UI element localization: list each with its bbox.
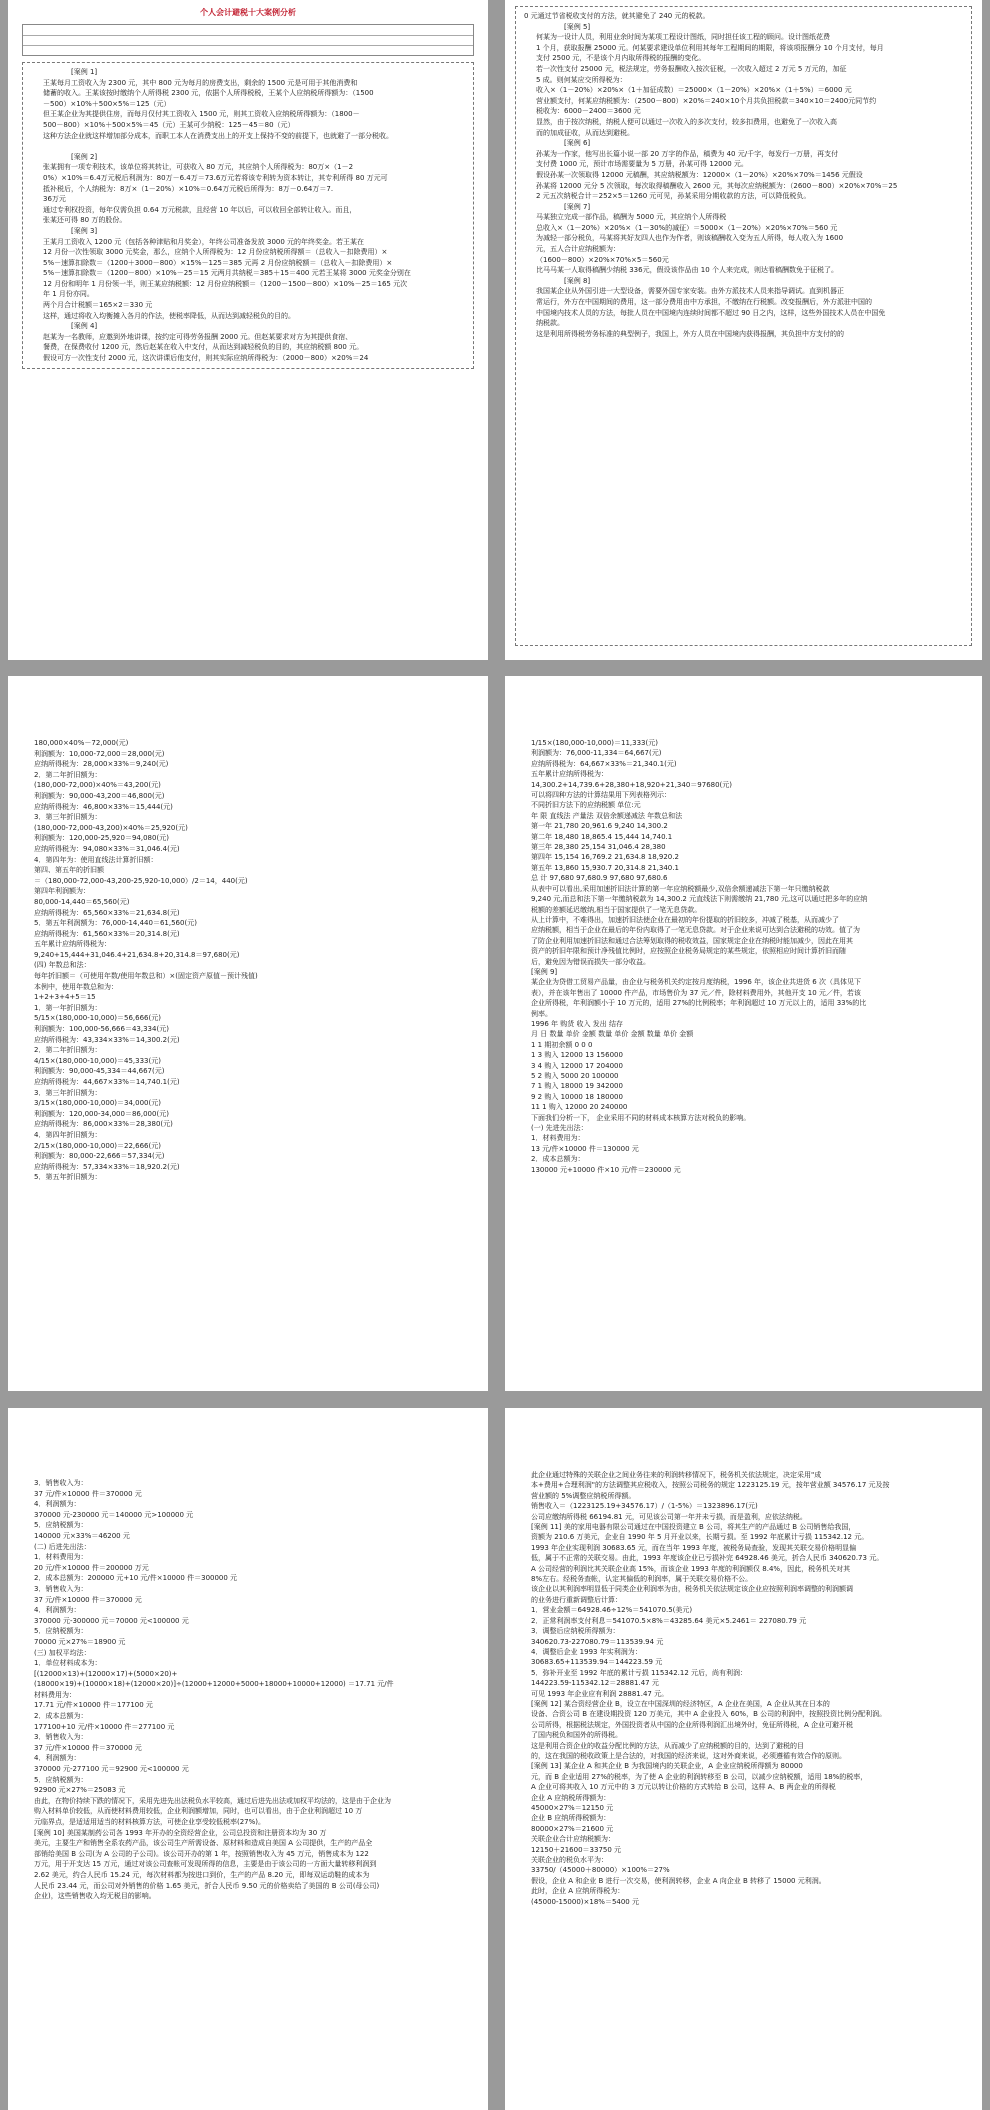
- text-line: 储蓄的收入。王某该按时缴纳个人所得税 2300 元，依据个人所得税税，王某个人应纳税所得额为：（1500: [43, 89, 374, 98]
- text-line: 这是利用合资企业的收益分配比例的方法，从而减少了应纳税额的目的，达到了避税的目: [531, 1741, 804, 1750]
- text-line: 假设孙某一次领取得 12000 元稿酬，其应纳税额为：12000×（1－20%）×20%×70%＝1456 元假设: [536, 170, 863, 179]
- text-line: 2．正常利润率支付利息＝541070.5×8%＝43285.64 美元×5.2461＝ 227080.79 元: [531, 1616, 807, 1625]
- text-line: 1．材料费用为：: [531, 1134, 585, 1143]
- text-line: 利润额为：10,000-72,000＝28,000(元): [34, 749, 165, 758]
- text-line: 利润额为：76,000-11,334＝64,667(元): [531, 749, 662, 758]
- text-line: 应纳所得税为：65,560×33%＝21,634.8(元): [34, 908, 180, 917]
- text-line: 下面我们分析一下， 企业采用不同的材料成本核算方法对税负的影响。: [531, 1113, 751, 1122]
- text-line: 500－800）×10%＋500×5%＝45（元）王某可少纳税：125－45＝80（元）: [43, 120, 295, 129]
- text-line: 1 个月，获取报酬 25000 元。何某要求建设单位利用其每年工程期间的期限，将该项报酬分 10 个月支付，每月: [536, 43, 884, 52]
- text-line: 企业所得税，年利润额小于 10 万元的，适用 27%的比例税率；年利润超过 10 万元以上的，适用 33%的比: [531, 999, 867, 1008]
- text-line: 五年累计应纳所得税为：: [531, 770, 608, 779]
- text-line: 4．利润额为：: [34, 1500, 81, 1509]
- text-line: 但王某企业为其提供住房，而每月仅付其工资收入 1500 元，则其工资收入应纳税所得额为：（1800－: [43, 110, 360, 119]
- text-line: （1600－800）×20%×70%×5＝560元: [536, 255, 669, 264]
- text-line: 第三年 28,380 25,154 31,046.4 28,380: [531, 843, 666, 852]
- text-line: 后，避免因为错误而损失一部分收益。: [531, 957, 650, 966]
- text-line: [31, 141, 465, 152]
- text-line: 税额的差额延迟缴纳,相当于国家提供了一笔无息贷款。: [531, 905, 702, 914]
- text-line: 37 元/件×10000 件＝370000 元: [34, 1489, 142, 1498]
- text-line: 2．成本总额为：200000 元+10 元/件×10000 件＝300000 元: [34, 1574, 238, 1583]
- text-line: 每年折旧额＝（可使用年数/使用年数总和）×(固定资产原值－预计残值): [34, 972, 258, 981]
- text-line: 第一年 21,780 20,961.6 9,240 14,300.2: [531, 822, 668, 831]
- text-line: －500）×10%＋500×5%＝125（元）: [43, 99, 171, 108]
- text-line: 公司所得，根据税法规定，外国投资者从中国的企业所得利润汇出境外时，免征所得税，A 企业可避开税: [531, 1720, 854, 1729]
- text-line: 1．第一年折旧额为：: [34, 1003, 102, 1012]
- text-line: 低，属于不正常的关联交易。由此，1993 年度该企业已亏损补完 64928.46 美元，折合人民币 340620.73 元。: [531, 1554, 884, 1563]
- text-line: 370000 元-230000 元＝140000 元>100000 元: [34, 1510, 194, 1519]
- text-line: A 公司经营的利润比其关联企业高 15%，而该企业 1993 年度的利润额仅 8.4%，因此，税务机关对其: [531, 1564, 851, 1573]
- page-6-body: [519, 1470, 968, 1907]
- text-line: 中国境内技术人员的方法，每批人员在中国境内连续时间都不超过 90 日之内，这样，这些外国技术人员在中国免: [536, 308, 886, 317]
- text-line: [案例 5]: [564, 22, 591, 31]
- text-line: 而的加成征收，从而达到避税。: [536, 128, 634, 137]
- text-line: 370000 元-300000 元＝70000 元<100000 元: [34, 1616, 189, 1625]
- text-line: 1．材料费用为：: [34, 1553, 88, 1562]
- text-line: (45000-15000)×18%＝5400 元: [531, 1897, 639, 1906]
- text-line: 5 2 购入 5000 20 100000: [531, 1072, 619, 1080]
- text-line: 元，五人合计应纳税额为：: [536, 245, 620, 254]
- text-line: 37 元/件×10000 件＝370000 元: [34, 1743, 142, 1752]
- text-line: A 企业可将其收入 10 万元中的 3 万元以转让价格的方式转给 B 公司，这样 A、B 两企业的所得税: [531, 1783, 836, 1792]
- text-line: 设备、合资公司 B 在建设期投资 120 万美元，其中 A 企业投入 60%，B 公司的利润中，按照投资比例分配利润。: [531, 1710, 887, 1719]
- text-line: 应纳税额，相当于企业在最后的年份内取得了一笔无息贷款。对于企业来说可达到合法避税的功效。值了为: [531, 926, 860, 935]
- page-4: [505, 676, 982, 1391]
- text-line: 177100+10 元/件×10000 件＝277100 元: [34, 1722, 175, 1731]
- text-line: 赵某为一名教师，应邀到外地讲课，按约定可得劳务报酬 2000 元。但赵某要求对方为其提供食宿、: [43, 332, 353, 341]
- text-line: 这是利用所得税劳务标准的典型例子，我国上，外方人员在中国境内获得报酬，其负担中方支付的的: [536, 329, 844, 338]
- text-line: 比马马某一人取得稿酬少纳税 336元，假设该作品由 10 个人来完成，则达看稿酬数免于征税了。: [536, 266, 838, 275]
- text-line: 12 月份和明年 1 月份领一半，则王某应纳税额：12 月份应纳税额＝（1200－1500－800）×10%－25＝165 元次: [43, 279, 408, 288]
- text-line: 万元，用于开支达 15 万元，通过对该公司查帐可发现所得的信息，主要是由于该公司的一方面大量转移利润到: [34, 1860, 377, 1869]
- text-line: 利润额为：120,000-34,000＝86,000(元): [34, 1109, 169, 1118]
- text-line: 5．弥补开业至 1992 年底的累计亏损 115342.12 元后，尚有利润：: [531, 1668, 748, 1677]
- text-line: 应纳所得税为：86,000×33%＝28,380(元): [34, 1120, 173, 1129]
- text-line: 某企业为贷借工贸易产品量，由企业与税务机关约定按月度纳税，1996 年，该企业共进货 6 次（具体见下: [531, 978, 861, 987]
- text-line: 了防企业利用加速折旧法和通过合法筹划取得的税收效益，国家规定企业在纳税时能加减少，因此在用其: [531, 936, 853, 945]
- text-line: 5/15×(180,000-10,000)＝56,666(元): [34, 1014, 161, 1023]
- page-1: [8, 0, 488, 660]
- text-line: 企业 B 应纳所得税额为：: [531, 1814, 611, 1823]
- text-line: 11 1 购入 12000 20 240000: [531, 1103, 628, 1112]
- text-line: 第四年利润额为：: [34, 887, 90, 896]
- text-line: 2．第二年折旧额为：: [34, 1046, 102, 1055]
- text-line: 92900 元×27%＝25083 元: [34, 1786, 126, 1795]
- text-line: 利润额为：100,000-56,666＝43,334(元): [34, 1025, 169, 1034]
- text-line: 部销给美国 B 公司(为 A 公司的子公司)。该公司开办的第 1 年，按照销售收入为 45 万元，销售成本为 122: [34, 1849, 369, 1858]
- text-line: 4．调整后企业 1993 年实利润为：: [531, 1647, 642, 1656]
- text-line: 假设，企业 A 和企业 B 进行一次交易，使利润转移，企业 A 向企业 B 转移了 15000 元利润。: [531, 1876, 826, 1885]
- page-6: [505, 1408, 982, 2110]
- text-line: 2.62 美元，约合人民币 15.24 元，每次材料都为按进口到价，生产的产品 8.20 元，即每双运动鞋的成本为: [34, 1870, 370, 1879]
- text-line: [案例 11] 美的家用电器有限公司通过在中国投资建立 B 公司，将其生产的产品通过 B 公司销售给我国，: [531, 1523, 856, 1532]
- text-line: 何某为一设计人员，利用业余时间为某项工程设计图纸，同时担任该工程的顾问。设计图纸花费: [536, 33, 830, 42]
- text-line: ＝（180,000-72,000-43,200-25,920-10,000）/2＝14，440(元): [34, 876, 248, 885]
- text-line: 这样，通过将收入均衡摊入各月的作法，使税率降低，从而达到减轻税负的目的。: [43, 311, 295, 320]
- text-line: [案例 9]: [531, 967, 558, 976]
- text-line: 3/15×(180,000-10,000)＝34,000(元): [34, 1099, 161, 1108]
- text-line: 资额为 210.6 万美元，企业自 1990 年 5 月开业以来，长期亏损。至 1992 年底累计亏损 115342.12 元。: [531, 1533, 869, 1542]
- text-line: 关联企业合计应纳税额为：: [531, 1835, 615, 1844]
- text-line: 130000 元+10000 件×10 元/件＝230000 元: [531, 1165, 681, 1174]
- text-line: 王某月工资收入 1200 元（包括各种津贴和月奖金），年终公司准备发放 3000 元的年终奖金。若王某在: [43, 237, 365, 246]
- text-line: 从表中可以看出,采用加速折旧法计算的第一年应纳税额最少,双倍余额递减法下第一年只缴纳税款: [531, 884, 830, 893]
- text-line: 例率。: [531, 1009, 552, 1018]
- page-1-body: [22, 62, 474, 369]
- text-line: (一) 先进先出法：: [531, 1124, 588, 1133]
- text-line: [案例 10] 美国某制药公司各 1993 年开办的全资经营企业，公司总投资和注册资本均为 30 万: [34, 1828, 327, 1837]
- text-line: 180,000×40%－72,000(元): [34, 739, 129, 747]
- text-line: (四) 年数总和法：: [34, 961, 91, 970]
- text-line: 年 1 月份亦同。: [43, 290, 94, 299]
- text-line: [案例 2]: [71, 152, 98, 161]
- text-line: 张某拥有一项专利技术，该单位将其转让，可获收入 80 万元，其应纳个人所得税为：80万×（1－2: [43, 163, 354, 172]
- text-line: 我国某企业从外国引进一大型设备，需要外国专家安装。由外方派技术人员来指导调试。直到机器正: [536, 287, 844, 296]
- text-line: 可以将四种方法的计算结果用下列表格列示：: [531, 791, 671, 800]
- text-line: 5%－速算扣除数＝（1200－800）×10%－25＝15 元两月共纳税＝385＋15＝400 元若王某将 3000 元奖金分别在: [43, 269, 411, 278]
- text-line: 该企业以其利润率明显低于同类企业利润率为由，税务机关依法规定该企业应按照利润率调整的利润额调: [531, 1585, 853, 1594]
- text-line: 若一次性支付 25000 元，税法规定，劳务报酬收入按次征税，一次收入超过 2 万元 5 万元的，加征: [536, 64, 847, 73]
- text-line: 5．应纳税额为：: [34, 1521, 88, 1530]
- text-line: 通过专利权投资，每年仅需负担 0.64 万元税款，且经营 10 年以后，可以收回全部转让收入。而且，: [43, 205, 357, 214]
- text-line: 总收入×（1－20%）×20%×（1－30%的减征）＝5000×（1－20%）×20%×70%＝560 元: [536, 223, 838, 232]
- text-line: 应纳所得税为：64,667×33%＝21,340.1(元): [531, 759, 677, 768]
- text-line: 3．第三年折旧额为：: [34, 813, 102, 822]
- text-line: 4．第四年为：使用直线法计算折旧额：: [34, 855, 158, 864]
- text-line: 此企业通过特殊的关联企业之间业务往来的利润转移情况下，税务机关依法规定，决定采用"成: [531, 1471, 822, 1479]
- text-line: 应纳所得税为：44,667×33%＝14,740.1(元): [34, 1078, 180, 1086]
- text-line: 利润额为：90,000-43,200＝46,800(元): [34, 791, 165, 800]
- text-line: 为减轻一部分税负，马某将其好友四人也作为作者，则该稿酬收入变为五人所得，每人收入为 1600: [536, 234, 844, 243]
- page-4-body: [519, 738, 968, 1175]
- text-line: 5 成。则何某应交所得税为：: [536, 75, 627, 84]
- text-line: 利润额为：90,000-45,334＝44,667(元): [34, 1067, 165, 1076]
- text-line: 应纳所得税为：94,080×33%＝31,046.4(元): [34, 844, 180, 853]
- text-line: 企业)，这些销售收入均无税目的影响。: [34, 1892, 156, 1901]
- page-5: [8, 1408, 488, 2110]
- text-line: 4．第四年折旧额为：: [34, 1130, 102, 1139]
- text-line: 2．第二年折旧额为：: [34, 770, 102, 779]
- text-line: 元，而 B 企业适用 27%的税率，为了使 A 企业的利润转移至 B 公司，以减少应纳税额，适用 18%的税率，: [531, 1772, 868, 1781]
- text-line: (二) 后进先出法：: [34, 1542, 91, 1551]
- text-line: 144223.59-115342.12＝28881.47 元: [531, 1679, 659, 1688]
- text-line: 70000 元×27%＝18900 元: [34, 1637, 126, 1646]
- text-line: 公司应缴纳所得税 66194.81 元，可见该公司第一年并未亏损，而是盈利，应依法纳税。: [531, 1512, 807, 1521]
- text-line: 税收为：6000－2400＝3600 元: [536, 107, 641, 116]
- text-line: 五年累计应纳所得税为：: [34, 940, 111, 949]
- text-line: 抵补税后，个人纳税为：8万×（1－20%）×10%＝0.64万元税后所得为：8万－0.64万＝7.: [43, 184, 334, 193]
- text-line: 80000×27%＝21600 元: [531, 1824, 614, 1833]
- text-line: 12 月份一次性领取 3000 元奖金，那么，应纳个人所得税为：12 月份应纳税所得额＝（总收入－扣除费用）×: [43, 248, 388, 257]
- text-line: 利润额为：120,000-25,920＝94,080(元): [34, 834, 169, 843]
- text-line: 销售收入＝（1223125.19+34576.17）/（1-5%）＝1323896.17(元): [531, 1502, 758, 1511]
- text-line: 孙某将 12000 元分 5 次领取，每次取得稿酬收入 2600 元，其每次应纳税额为：（2600－800）×20%×70%＝25: [536, 181, 898, 190]
- text-line: [案例 4]: [71, 322, 98, 331]
- text-line: 5．第五年折旧额为：: [34, 1173, 102, 1182]
- text-line: 1．单位材料成本为：: [34, 1659, 102, 1668]
- text-line: 营业额支付，何某应纳税额为：（2500－800）×20%＝240×10个月共负担税款＝340×10＝2400元同节约: [536, 96, 877, 105]
- text-line: 从上计算中，不难得出，加速折旧法使企业在最初的年份提取的折旧较多，冲减了税基，从而减少了: [531, 915, 839, 924]
- text-line: 17.71 元/件×10000 件＝177100 元: [34, 1701, 153, 1710]
- header-table: [22, 24, 474, 56]
- text-line: 3．第三年折旧额为：: [34, 1088, 102, 1097]
- text-line: 常运行，外方在中国期间的费用，这一部分费用由中方承担，不缴纳在行税额。改变报酬后，外方派驻中国的: [536, 298, 872, 307]
- text-line: 4/15×(180,000-10,000)＝45,333(元): [34, 1056, 161, 1065]
- text-line: [案例 1]: [71, 68, 98, 76]
- text-line: [案例 3]: [71, 226, 98, 235]
- text-line: 本例中，使用年数总和为：: [34, 982, 118, 991]
- text-line: 了国内税负和国外的所得税。: [531, 1731, 622, 1740]
- text-line: 应纳所得税为：46,800×33%＝15,444(元): [34, 802, 173, 811]
- text-line: 第二年 18,480 18,865.4 15,444 14,740.1: [531, 832, 673, 841]
- text-line: 3．调整后应纳税所得额为：: [531, 1627, 620, 1636]
- text-line: 应纳所得税为：61,560×33%＝20,314.8(元): [34, 929, 180, 938]
- text-line: 5%－速算扣除数＝（1200＋3000－800）×15%－125＝385 元再 2 月份应纳税额＝（总收入－扣除费用）×: [43, 258, 393, 267]
- text-line: 收入×（1－20%）×20%×（1＋加征成数）＝25000×（1－20%）×20%×（1＋5%）＝6000 元: [536, 86, 852, 95]
- text-line: 王某每月工资收入为 2300 元，其中 800 元为每月的房费支出，剩余的 1500 元是可用于其他消费和: [43, 78, 358, 87]
- text-line: 孙某为一作家，他写出长篇小说一部 20 万字的作品，稿费为 40 元/千字，每发行一万册，再支付: [536, 149, 839, 158]
- text-line: 应纳所得税为：28,000×33%＝9,240(元): [34, 760, 169, 769]
- text-line: 370000 元-277100 元＝92900 元<100000 元: [34, 1765, 189, 1774]
- text-line: 第四、第五年的折旧额: [34, 866, 104, 875]
- text-line: 月 日 数量 单价 金额 数量 单价 金额 数量 单价 金额: [531, 1030, 694, 1039]
- document-title: 个人会计避税十大案例分析: [200, 8, 296, 17]
- text-line: 第五年 13,860 15,930.7 20,314.8 21,340.1: [531, 863, 679, 872]
- text-line: 元临界点，是适适用适当的材料核算方法，可使企业享受较低税率(27%)。: [34, 1818, 266, 1826]
- text-line: 3．销售收入为：: [34, 1733, 88, 1742]
- text-line: 总 计 97,680 97,680.9 97,680 97,680.6: [531, 874, 668, 883]
- text-line: 纳税款。: [536, 319, 564, 328]
- text-line: (180,000-72,000-43,200)×40%＝25,920(元): [34, 823, 188, 832]
- text-line: 3．销售收入为：: [34, 1584, 88, 1593]
- text-line: 可见 1993 年企业应有利润 28881.47 元。: [531, 1689, 669, 1698]
- text-line: [案例 12] 某合资经营企业 B，设立在中国深圳的经济特区，A 企业在美国，A 企业从其在日本的: [531, 1699, 830, 1708]
- text-line: 关联企业的税负水平为：: [531, 1856, 608, 1865]
- text-line: 36万元: [43, 195, 66, 204]
- text-line: 0 元通过节省税收支付的方法，就其避免了 240 元的税款。: [524, 12, 710, 20]
- page-2-body: [515, 6, 972, 646]
- text-line: 13 元/件×10000 件＝130000 元: [531, 1144, 639, 1153]
- text-line: 1996 年 购货 收入 发出 结存: [531, 1019, 623, 1028]
- text-line: [案例 8]: [564, 276, 591, 285]
- text-line: 1/15×(180,000-10,000)＝11,333(元): [531, 739, 658, 747]
- text-line: 利润额为：80,000-22,666＝57,334(元): [34, 1152, 165, 1161]
- text-line: 3 4 购入 12000 17 204000: [531, 1061, 623, 1070]
- text-line: 表），并在该年售出了 10000 件产品，市场售价为 37 元／件，除材料费用外，其他开支 10 元／件，若该: [531, 988, 861, 997]
- text-line: [案例 13] 某企业 A 和其企业 B 为我国境内的关联企业，A 企业应纳税所得额为 80000: [531, 1762, 803, 1771]
- text-line: [(12000×13)+(12000×17)+(5000×20)+: [34, 1669, 178, 1678]
- text-line: [案例 7]: [564, 202, 591, 211]
- text-line: 资产的折旧年限和预计净残值比例时，应按照企业税务局规定的某些规定，依照相应时间计算折旧而随: [531, 947, 846, 956]
- text-line: (18000×19)+(10000×18)+(12000×20)]÷(12000+12000+5000+18000+10000+12000) ＝17.71 元/件: [34, 1680, 394, 1689]
- text-line: 由此，在物价持续下跌的情况下，采用先进先出法税负水平较高，通过后进先出法或加权平均法的，这是由于企业为: [34, 1796, 391, 1805]
- text-line: 第四年 15,154 16,769.2 21,634.8 18,920.2: [531, 853, 679, 862]
- text-line: 的业务进行重新调整后计算：: [531, 1595, 622, 1604]
- text-line: 人民币 23.44 元，而公司对外销售的价格 1.65 美元，折合人民币 9.50 元的价格卖给了美国的 B 公司(母公司): [34, 1881, 380, 1890]
- text-line: 2．成本总额为：: [531, 1155, 585, 1164]
- page-2: [505, 0, 982, 660]
- text-line: 这种方法企业就这样增加部分成本，而职工本人在消费支出上的开支上保持不变的前提下，也就避了一部分税收。: [43, 131, 393, 140]
- text-line: 购入材料单价较低，从而使材料费用较低，企业利润额增加，同时，也可以看出，由于企业利润超过 10 万: [34, 1807, 363, 1816]
- text-line: 4．利润额为：: [34, 1606, 81, 1615]
- text-line: 1993 年企业实现利润 30683.65 元，而在当年 1993 年度，被税务局查验，发现其关联交易价格明显偏: [531, 1543, 857, 1552]
- text-line: 5．第五年利润额为：76,000-14,440＝61,560(元): [34, 919, 197, 928]
- text-line: (180,000-72,000)×40%＝43,200(元): [34, 781, 161, 790]
- text-line: 支付费 1000 元，预计市场需要量为 5 万册，孙某可得 12000 元。: [536, 160, 748, 169]
- text-line: 不同折旧方法下的应纳税额 单位:元: [531, 801, 641, 810]
- text-line: 两个月合计税额＝165×2＝330 元: [43, 301, 153, 310]
- text-line: 20 元/件×10000 件＝200000 万元: [34, 1563, 149, 1572]
- text-line: 140000 元×33%＝46200 元: [34, 1531, 130, 1540]
- text-line: 1 3 购入 12000 13 156000: [531, 1051, 623, 1060]
- text-line: 2/15×(180,000-10,000)＝22,666(元): [34, 1141, 161, 1150]
- text-line: 8%左右。经税务查帐，认定其偏低的利润率，属于关联交易价格不公。: [531, 1575, 753, 1584]
- text-line: [案例 6]: [564, 139, 591, 148]
- text-line: 马某独立完成一部作品，稿酬为 5000 元，其应纳个人所得税: [536, 213, 727, 222]
- text-line: 1+2+3+4+5＝15: [34, 993, 96, 1002]
- text-line: 显然，由于按次纳税，纳税人便可以通过一次收入的多次支付，较多扣费用，也避免了一次收入高: [536, 117, 837, 126]
- text-line: 30683.65+113539.94＝144223.59 元: [531, 1658, 663, 1667]
- text-line: 营业额的 5%调整应纳税所得额。: [531, 1491, 636, 1500]
- text-line: 0%）×10%＝6.4万元税后利润为：80万－6.4万＝73.6万元若将该专利转为资本转让，其专利所得 80 万元可: [43, 173, 388, 182]
- text-line: 2．成本总额为：: [34, 1712, 88, 1721]
- text-line: 80,000-14,440＝65,560(元): [34, 897, 130, 906]
- text-line: 45000×27%＝12150 元: [531, 1804, 614, 1812]
- text-line: (三) 加权平均法：: [34, 1648, 91, 1657]
- text-line: 3．销售收入为：: [34, 1479, 88, 1487]
- text-line: 美元，主要生产和销售全系农药产品，该公司生产所需设备、原材料和造成自美国 A 公司提供，生产的产品全: [34, 1839, 373, 1848]
- text-line: 年 限 直线法 产量法 双倍余额递减法 年数总和法: [531, 811, 683, 820]
- text-line: 14,300.2+14,739.6+28,380+18,920+21,340＝97680(元): [531, 780, 733, 789]
- text-line: 12150＋21600＝33750 元: [531, 1845, 622, 1854]
- text-line: 7 1 购入 18000 19 342000: [531, 1082, 623, 1091]
- text-line: 此时，企业 A 应纳所得税为：: [531, 1887, 625, 1896]
- page-5-body: [22, 1478, 474, 1902]
- text-line: 9,240 元,而总和法下第一年缴纳税款为 14,300.2 元直线法下则需缴纳 21,780 元,这可以通过把多年的应纳: [531, 895, 868, 904]
- text-line: 33750/（45000＋80000）×100%＝27%: [531, 1866, 670, 1875]
- text-line: 37 元/件×10000 件＝370000 元: [34, 1595, 142, 1604]
- text-line: 餐费，在保费收付 1200 元，然后赵某在收入中支付，从而达到减轻税负的目的，其应纳税额 800 元。: [43, 343, 364, 352]
- text-line: 的，这在我国的税收政策上是合法的，对我国的经济来说，这对外商来说，必须遵循有效合作的原则。: [531, 1751, 846, 1760]
- text-line: 4．利润额为：: [34, 1754, 81, 1763]
- text-line: 假设可方一次性支付 2000 元，这次讲课后他支付，则其实际应纳所得税为：（2000－800）×20%＝24: [43, 354, 369, 363]
- text-line: 企业 A 应纳税所得额为：: [531, 1793, 611, 1802]
- text-line: 340620.73-227080.79＝113539.94 元: [531, 1637, 664, 1646]
- page-3: [8, 676, 488, 1391]
- text-line: 支付 2500 元，不是该个月内取所得税的报酬的变化。: [536, 54, 706, 63]
- text-line: 1 1 期初余额 0 0 0: [531, 1040, 593, 1049]
- text-line: 1．营业金额＝64928.46÷12%＝541070.5(美元): [531, 1606, 693, 1615]
- text-line: 材料费用为：: [34, 1690, 76, 1699]
- text-line: 应纳所得税为：57,334×33%＝18,920.2(元): [34, 1162, 180, 1171]
- text-line: 应纳所得税为：43,334×33%＝14,300.2(元): [34, 1035, 180, 1044]
- text-line: 5．应纳税额为：: [34, 1627, 88, 1636]
- text-line: 张某还可得 80 万的股份。: [43, 216, 127, 225]
- text-line: 9 2 购入 10000 18 180000: [531, 1092, 623, 1101]
- text-line: 5．应纳税额为：: [34, 1775, 88, 1784]
- text-line: 2 元五次纳税合计＝252×5＝1260 元可见，孙某采用分期收款的方法，可以降低税负。: [536, 192, 811, 201]
- page-3-body: [22, 738, 474, 1183]
- text-line: 9,240+15,444+31,046.4+21,634.8+20,314.8＝97,680(元): [34, 950, 240, 959]
- text-line: 本+费用+合理利润"的方法调整其应税收入，按照公司税务的规定 1223125.19 元，按年营业额 34576.17 元及按: [531, 1481, 890, 1490]
